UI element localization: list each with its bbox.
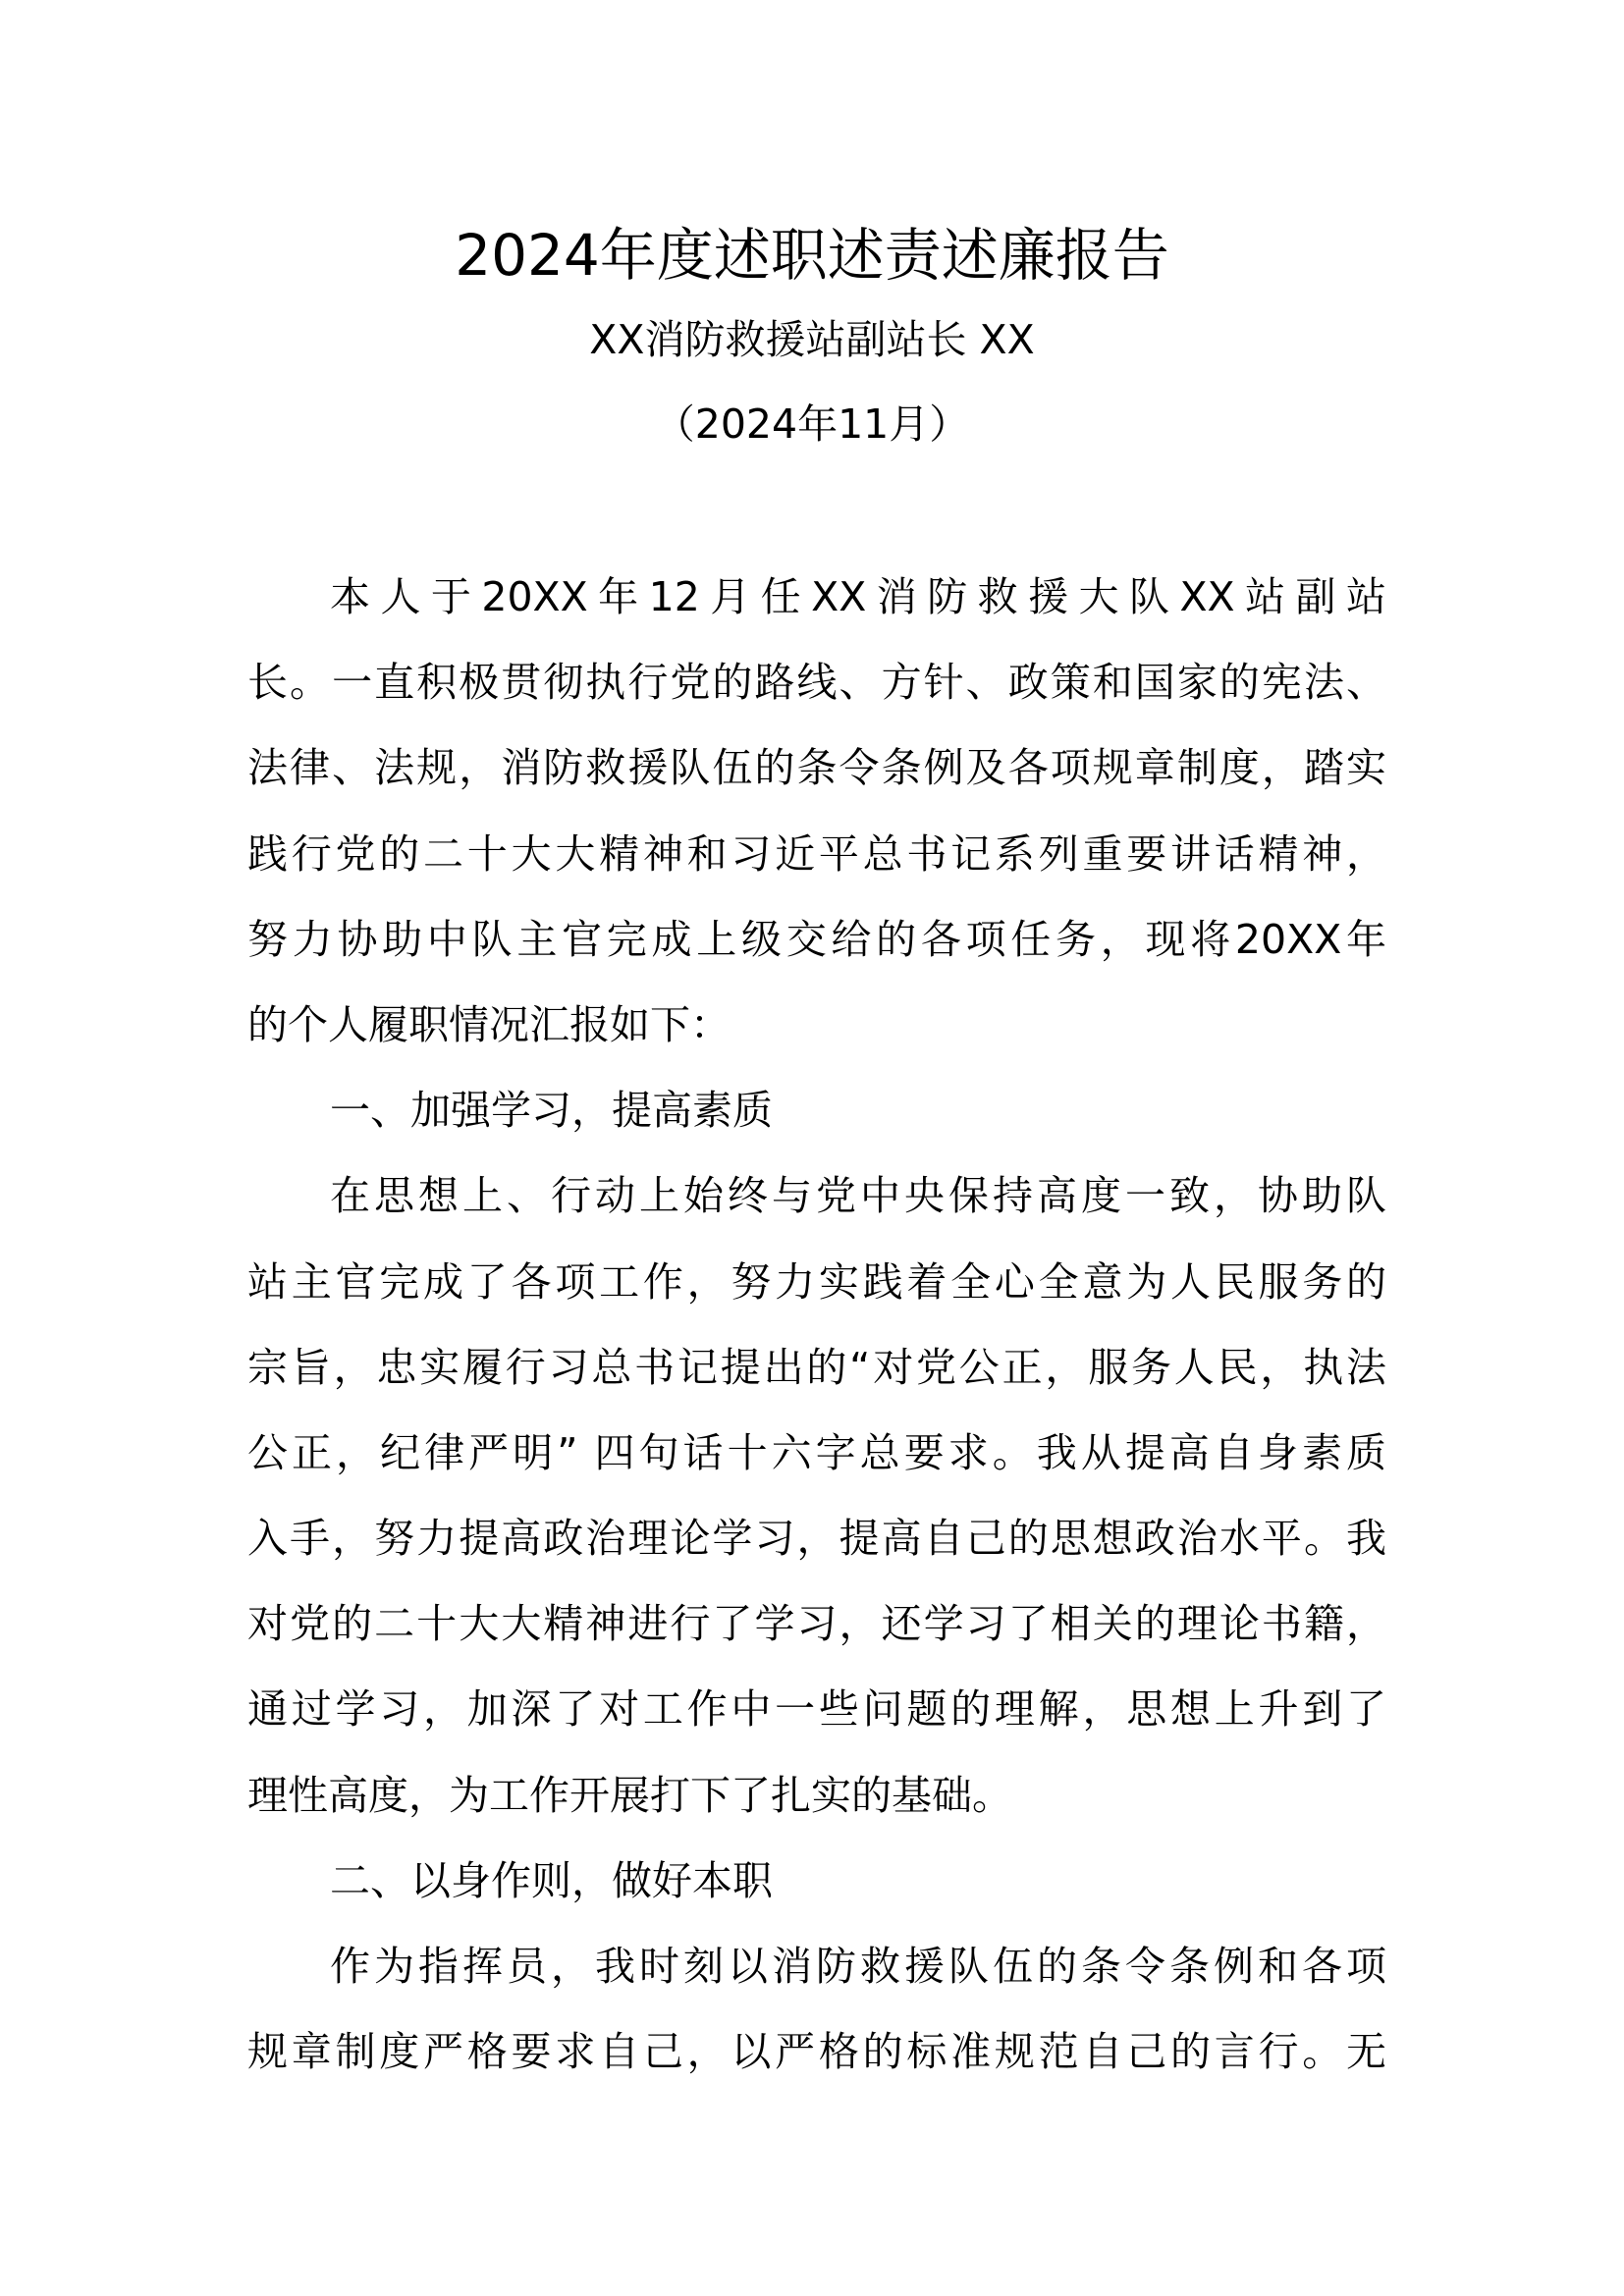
- paragraph-line: 规章制度严格要求自己，以严格的标准规范自己的言行。无: [247, 2028, 1386, 2076]
- report-date: （2024年11月）: [654, 400, 970, 448]
- paragraph-line: 践行党的二十大大精神和习近平总书记系列重要讲话精神，: [247, 829, 1386, 878]
- paragraph-line: 的个人履职情况汇报如下：: [247, 1000, 731, 1048]
- paragraph-line: 在思想上、行动上始终与党中央保持高度一致，协助队: [330, 1172, 1386, 1220]
- paragraph-line: 作为指挥员，我时刻以消防救援队伍的条令条例和各项: [330, 1943, 1386, 1990]
- paragraph-line: 站主官完成了各项工作，努力实践着全心全意为人民服务的: [247, 1257, 1386, 1306]
- paragraph-line: 努力协助中队主官完成上级交给的各项任务，现将20XX年: [247, 915, 1386, 963]
- paragraph-line: 长。一直积极贯彻执行党的路线、方针、政策和国家的宪法、: [247, 659, 1386, 707]
- paragraph-line: 宗旨，忠实履行习总书记提出的“对党公正，服务人民，执法: [247, 1343, 1386, 1391]
- document-body: [247, 567, 1386, 2108]
- paragraph-line: 对党的二十大大精神进行了学习，还学习了相关的理论书籍，: [247, 1600, 1386, 1648]
- section-heading-1: 一、加强学习，提高素质: [330, 1087, 773, 1135]
- document-title: 2024年度述职述责述廉报告: [455, 222, 1169, 289]
- paragraph-line: 公正，纪律严明” 四句话十六字总要求。我从提高自身素质: [247, 1428, 1386, 1476]
- section-heading-2: 二、以身作则，做好本职: [330, 1856, 773, 1904]
- author-line: XX消防救援站副站长 XX: [589, 316, 1035, 363]
- paragraph-line: 入手，努力提高政治理论学习，提高自己的思想政治水平。我: [247, 1515, 1386, 1563]
- paragraph-line: 理性高度，为工作开展打下了扎实的基础。: [247, 1771, 1012, 1819]
- paragraph-line: 本人于20XX年12月任XX消防救援大队XX站副站: [330, 573, 1386, 620]
- paragraph-line: 法律、法规，消防救援队伍的条令条例及各项规章制度，踏实: [247, 744, 1386, 792]
- paragraph-line: 通过学习，加深了对工作中一些问题的理解，思想上升到了: [247, 1685, 1386, 1734]
